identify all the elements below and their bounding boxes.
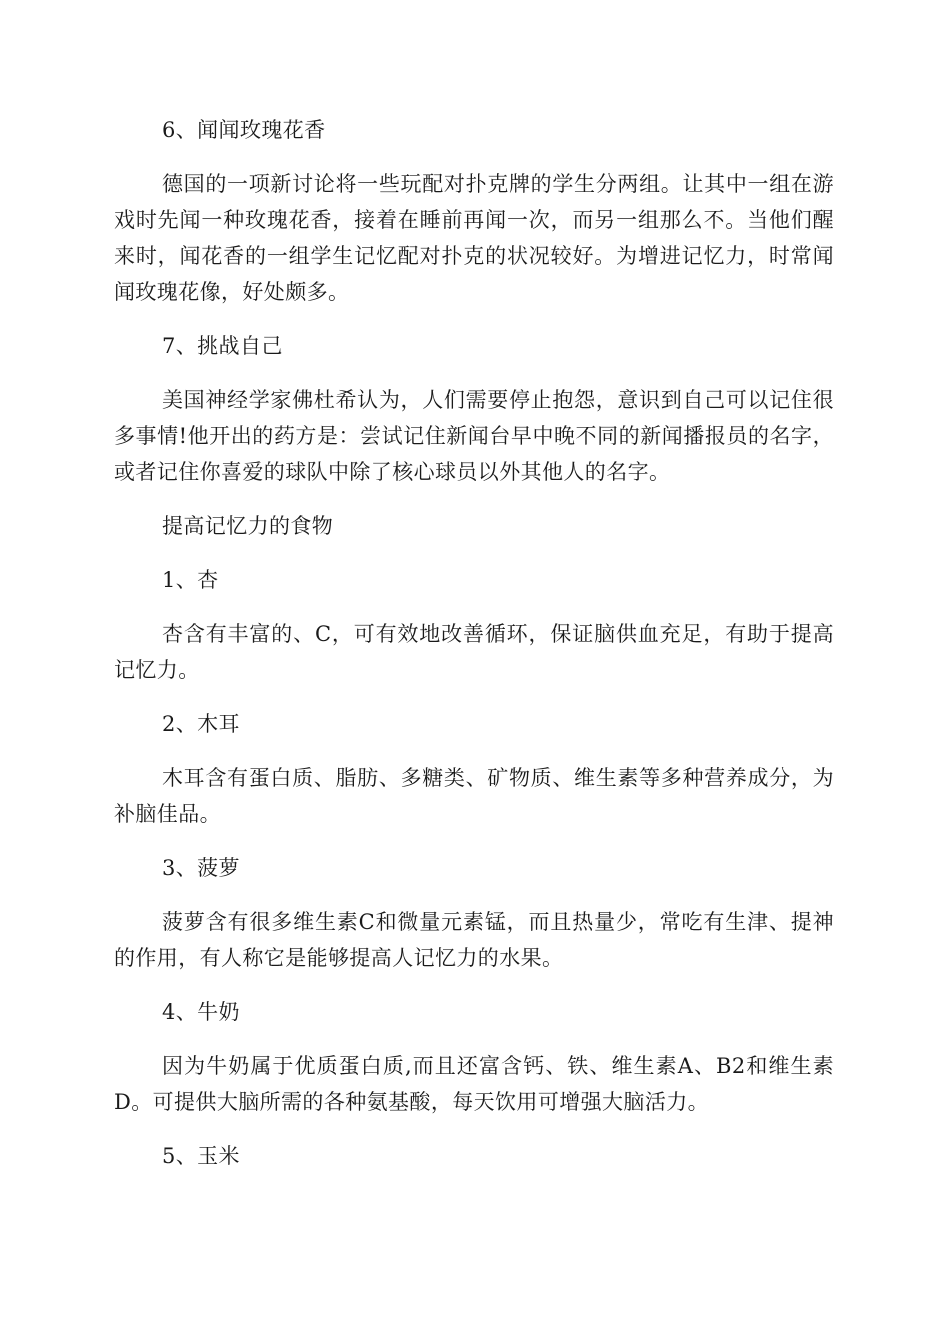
- food-heading-milk: 4、牛奶: [162, 1000, 240, 1024]
- paragraph-challenge: 美国神经学家佛杜希认为，人们需要停止抱怨，意识到自己可以记住很多事情!他开出的药方是：尝试记住新闻台早中晚不同的新闻播报员的名字，或者记住你喜爱的球队中除了核心球员以外其他人的名字。: [114, 388, 834, 484]
- section-heading-rose: 6、闻闻玫瑰花香: [162, 118, 326, 142]
- section-title-foods: 提高记忆力的食物: [162, 514, 334, 538]
- paragraph-pineapple: 菠萝含有很多维生素C和微量元素锰，而且热量少，常吃有生津、提神的作用，有人称它是能够提高人记忆力的水果。: [114, 910, 834, 970]
- food-heading-pineapple: 3、菠萝: [162, 856, 240, 880]
- paragraph-rose: 德国的一项新讨论将一些玩配对扑克牌的学生分两组。让其中一组在游戏时先闻一种玫瑰花香，接着在睡前再闻一次，而另一组那么不。当他们醒来时，闻花香的一组学生记忆配对扑克的状况较好。为增进记忆力，时常闻闻玫瑰花像，好处颇多。: [114, 172, 834, 304]
- paragraph-fungus: 木耳含有蛋白质、脂肪、多糖类、矿物质、维生素等多种营养成分，为补脑佳品。: [114, 766, 834, 826]
- section-heading-challenge: 7、挑战自己: [162, 334, 283, 358]
- paragraph-milk: 因为牛奶属于优质蛋白质,而且还富含钙、铁、维生素A、B2和维生素D。可提供大脑所需的各种氨基酸，每天饮用可增强大脑活力。: [114, 1054, 834, 1114]
- paragraph-apricot: 杏含有丰富的、C，可有效地改善循环，保证脑供血充足，有助于提高记忆力。: [114, 622, 834, 682]
- document-body: [114, 112, 834, 1192]
- food-heading-corn: 5、玉米: [162, 1144, 240, 1168]
- food-heading-apricot: 1、杏: [162, 568, 219, 592]
- food-heading-fungus: 2、木耳: [162, 712, 240, 736]
